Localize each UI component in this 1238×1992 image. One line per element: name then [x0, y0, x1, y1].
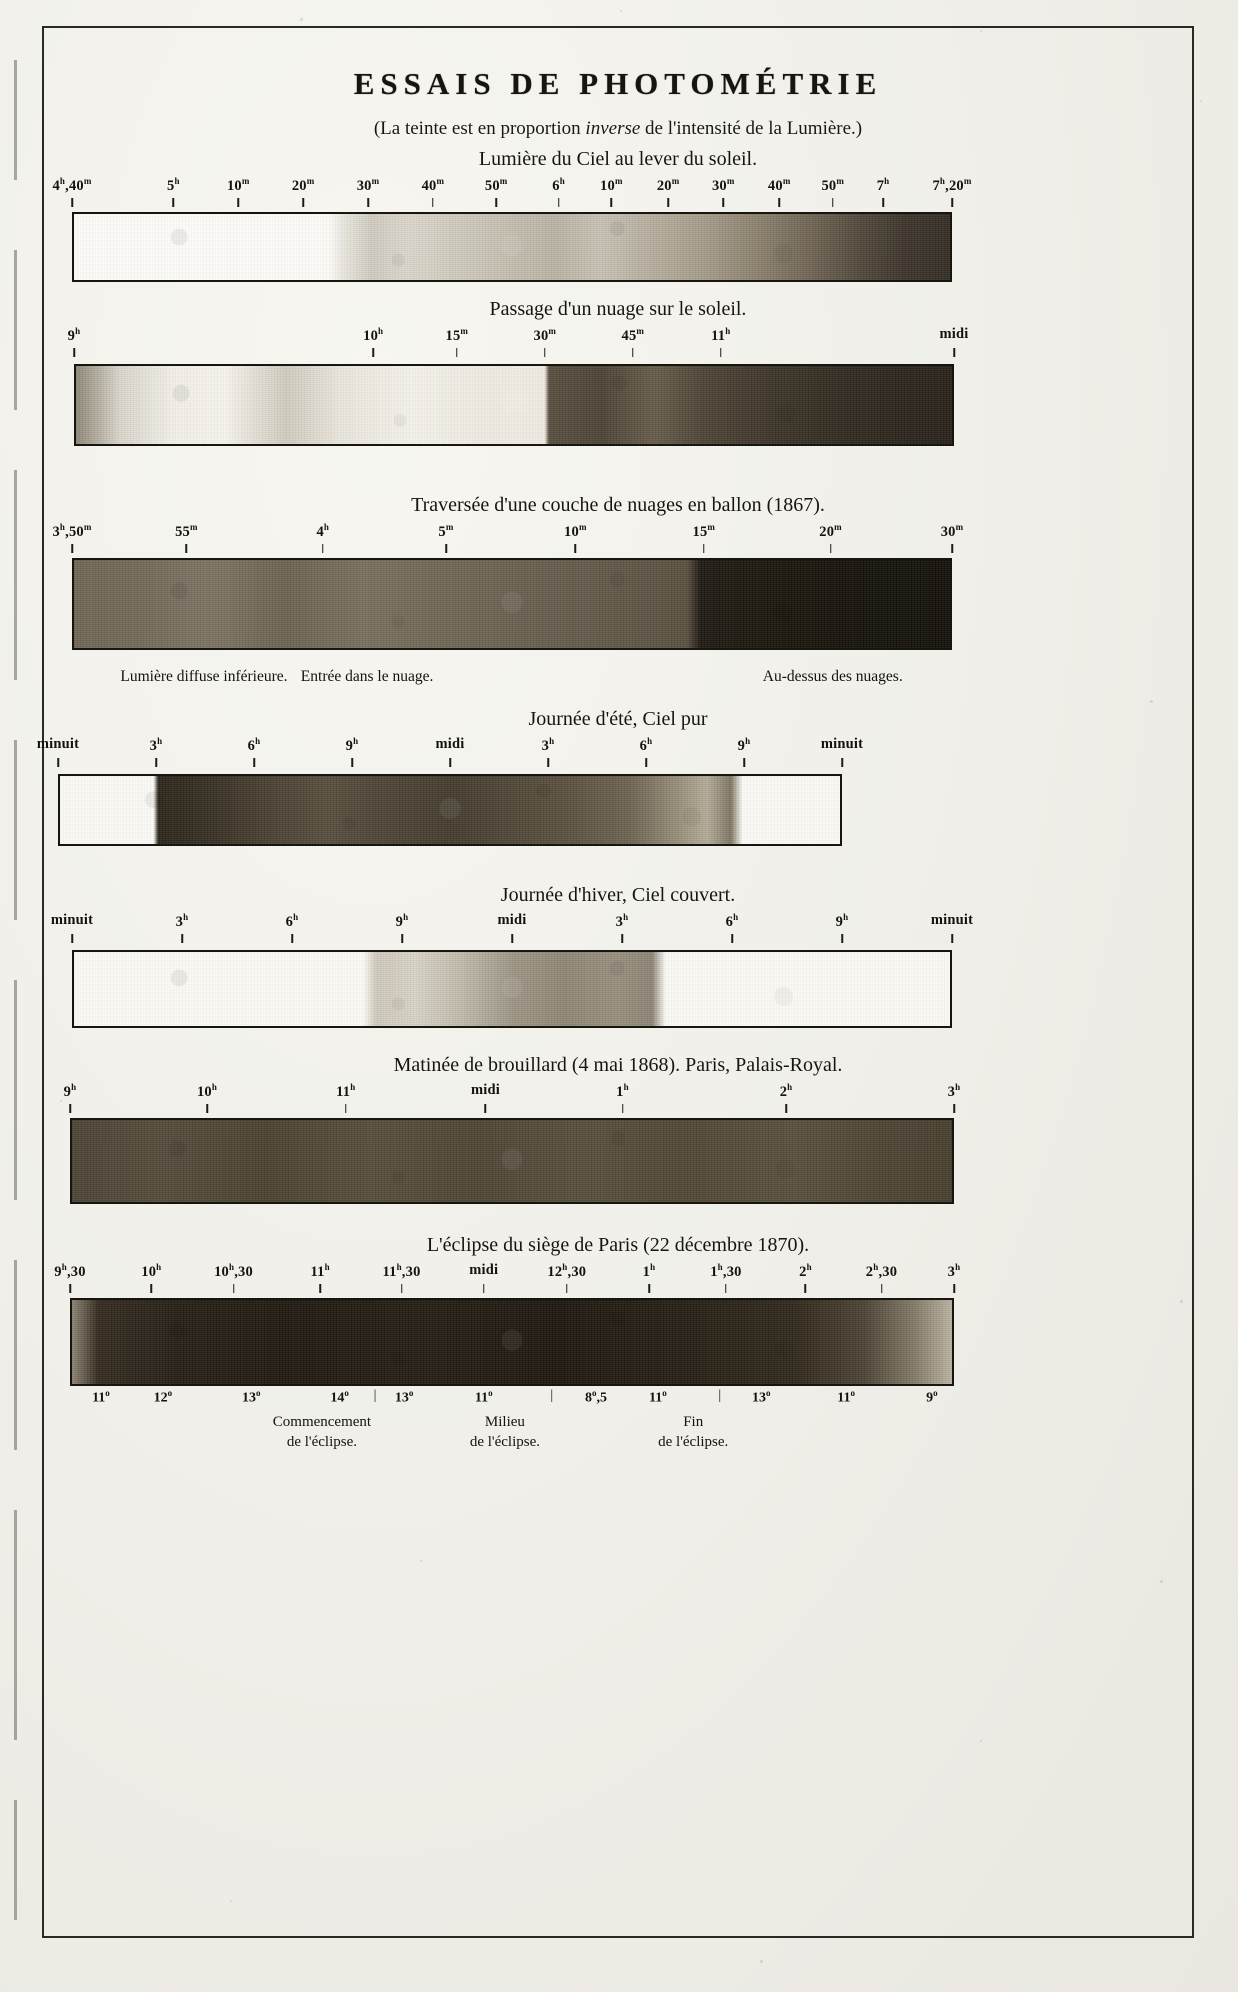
chart-title-2: Traversée d'une couche de nuages en ballon (1867).: [411, 494, 825, 516]
axis-tick-mark: [456, 348, 458, 357]
axis-tick-mark: [495, 198, 497, 207]
band-gradient: [70, 1298, 954, 1386]
axis-tick-label: 15$^m$: [445, 326, 469, 344]
axis-tick-mark: [882, 198, 884, 207]
band-mottle-texture: [60, 776, 840, 844]
axis-tick-mark: [951, 198, 953, 207]
axis-tick-label: 1$^h$: [616, 1082, 629, 1100]
axis-tick-label: 45$^m$: [621, 326, 645, 344]
axis-tick-mark: [401, 934, 403, 943]
axis-tick-label: minuit: [50, 912, 94, 928]
paper-speck: [1200, 100, 1202, 102]
axis-tick-mark: [953, 1104, 955, 1113]
axis-tick-mark: [805, 1284, 807, 1293]
axis-tick-mark: [71, 544, 73, 553]
axis-tick-mark: [723, 198, 725, 207]
axis-tick-label: 4$^h$,40$^m$: [52, 176, 92, 194]
axis-tick-mark: [881, 1284, 883, 1293]
band-grain-texture: [74, 952, 950, 1026]
band-grain-texture: [76, 366, 952, 444]
axis-tick-label: 30$^m$: [711, 176, 735, 194]
paper-speck: [300, 18, 303, 21]
axis-tick-label: 40$^m$: [421, 176, 445, 194]
axis-tick-mark: [206, 1104, 208, 1113]
axis-tick-label: 3$^h$: [615, 912, 629, 930]
axis-tick-label: 3$^h$: [149, 736, 163, 754]
photometric-band-1: [74, 364, 954, 446]
axis-tick-mark: [951, 934, 953, 943]
axis-tick-mark: [485, 1104, 487, 1113]
axis-tick-mark: [291, 934, 293, 943]
band-annotation: Au-dessus des nuages.: [762, 668, 903, 685]
axis-tick-mark: [743, 758, 745, 767]
axis-tick-mark: [841, 934, 843, 943]
paper-speck: [620, 10, 622, 12]
axis-tick-label: midi: [435, 736, 465, 752]
band-mottle-texture: [74, 214, 950, 280]
axis-tick-mark: [483, 1284, 485, 1293]
phase-line-1: Fin: [683, 1414, 704, 1430]
axis-tick-mark: [703, 544, 705, 553]
axis-tick-label: midi: [497, 912, 527, 928]
axis-tick-label: 2$^h$: [799, 1262, 812, 1280]
axis-tick-label: 6$^h$: [285, 912, 299, 930]
axis-tick-mark: [155, 758, 157, 767]
phase-divider-mark: |: [550, 1388, 554, 1403]
axis-tick-label: 30$^m$: [940, 522, 964, 540]
axis-tick-label: midi: [469, 1262, 499, 1278]
axis-tick-mark: [785, 1104, 787, 1113]
band-gradient: [58, 774, 842, 846]
axis-tick-label: 9$^h$,30: [54, 1262, 86, 1280]
subtitle-part-2: de l'intensité de la Lumière.): [640, 118, 863, 139]
band-mottle-texture: [74, 560, 950, 648]
chart-axis-3: [36, 736, 1194, 770]
chart-title-0: Lumière du Ciel au lever du soleil.: [478, 148, 758, 170]
chart-axis-5: [42, 1082, 1194, 1116]
temperature-label: 13$^o$: [241, 1388, 261, 1406]
axis-tick-mark: [57, 758, 59, 767]
band-gradient: [72, 950, 952, 1028]
axis-tick-label: 10$^h$,30: [214, 1262, 253, 1280]
axis-tick-label: 9$^h$: [63, 1082, 77, 1100]
band-gradient: [72, 212, 952, 282]
chart-title-4: Journée d'hiver, Ciel couvert.: [500, 884, 736, 906]
axis-tick-mark: [401, 1284, 403, 1293]
axis-tick-label: 1$^h$: [642, 1262, 656, 1280]
axis-tick-mark: [445, 544, 447, 553]
band-annotation: Lumière diffuse inférieure.: [120, 668, 288, 685]
photometric-band-2: [72, 558, 952, 650]
axis-tick-mark: [667, 198, 669, 207]
axis-tick-label: 7$^h$,20$^m$: [932, 176, 972, 194]
axis-tick-label: 3$^h$: [175, 912, 189, 930]
axis-tick-mark: [841, 758, 843, 767]
eclipse-phase-label: [658, 1412, 728, 1453]
page-title: ESSAIS DE PHOTOMÉTRIE: [353, 66, 883, 101]
axis-tick-label: 15$^m$: [692, 522, 716, 540]
axis-tick-mark: [951, 544, 953, 553]
axis-tick-label: 20$^m$: [291, 176, 315, 194]
phase-divider-mark: |: [718, 1388, 722, 1403]
axis-tick-mark: [449, 758, 451, 767]
axis-tick-label: 55$^m$: [175, 522, 198, 540]
axis-tick-label: 6$^h$: [639, 736, 653, 754]
axis-tick-mark: [173, 198, 175, 207]
axis-tick-mark: [622, 1104, 624, 1113]
axis-tick-mark: [73, 348, 75, 357]
band-annotation: Entrée dans le nuage.: [300, 668, 434, 685]
photometric-band-4: [72, 950, 952, 1028]
axis-tick-mark: [953, 1284, 955, 1293]
axis-tick-mark: [832, 198, 834, 207]
axis-tick-mark: [345, 1104, 347, 1113]
band-grain-texture: [60, 776, 840, 844]
axis-tick-mark: [319, 1284, 321, 1293]
phase-line-2: de l'éclipse.: [286, 1434, 358, 1451]
axis-tick-label: 2$^h$,30: [865, 1262, 898, 1280]
chart-axis-2: [42, 522, 1194, 556]
band-mottle-texture: [74, 952, 950, 1026]
phase-line-2: de l'éclipse.: [658, 1434, 729, 1451]
axis-tick-label: 11$^h$: [310, 1262, 330, 1280]
temperature-label: 13$^o$: [752, 1388, 771, 1406]
page-subtitle: [42, 118, 1194, 140]
axis-tick-mark: [511, 934, 513, 943]
axis-tick-mark: [621, 934, 623, 943]
axis-tick-label: 50$^m$: [484, 176, 508, 194]
phase-line-1: Commencement: [272, 1414, 372, 1430]
photometric-band-6: [70, 1298, 954, 1386]
axis-tick-mark: [69, 1104, 71, 1113]
axis-tick-mark: [648, 1284, 650, 1293]
band-grain-texture: [72, 1120, 952, 1202]
band-gradient: [72, 558, 952, 650]
axis-tick-mark: [731, 934, 733, 943]
eclipse-phase-label: [273, 1412, 371, 1453]
photometric-band-5: [70, 1118, 954, 1204]
phase-divider-mark: |: [373, 1388, 377, 1403]
axis-tick-label: 40$^m$: [767, 176, 791, 194]
axis-tick-label: 3$^h$: [947, 1082, 961, 1100]
axis-tick-label: minuit: [930, 912, 974, 928]
axis-tick-label: 6$^h$: [552, 176, 565, 194]
chart-axis-0: [42, 176, 1194, 210]
axis-tick-label: 10$^m$: [226, 176, 250, 194]
subtitle-part-1: (La teinte est en proportion: [373, 118, 586, 139]
axis-tick-label: 9$^h$: [345, 736, 359, 754]
axis-tick-label: 5$^h$: [167, 176, 180, 194]
axis-tick-label: 3$^h$: [947, 1262, 961, 1280]
axis-tick-mark: [238, 198, 240, 207]
axis-tick-label: 50$^m$: [821, 176, 845, 194]
axis-tick-label: 6$^h$: [247, 736, 261, 754]
temperature-label: 14$^o$: [330, 1388, 349, 1406]
axis-tick-label: 4$^h$: [316, 522, 330, 540]
axis-tick-mark: [575, 544, 577, 553]
axis-tick-mark: [611, 198, 613, 207]
axis-tick-mark: [544, 348, 546, 357]
chart-title-5: Matinée de brouillard (4 mai 1868). Paris, Palais-Royal.: [393, 1054, 843, 1076]
band-mottle-texture: [72, 1300, 952, 1384]
axis-tick-label: 10$^m$: [564, 522, 587, 540]
axis-tick-label: 11$^h$: [711, 326, 731, 344]
axis-tick-label: 10$^h$: [363, 326, 384, 344]
axis-tick-label: 11$^h$: [336, 1082, 356, 1100]
axis-tick-mark: [725, 1284, 727, 1293]
temperature-label: 11$^o$: [837, 1388, 856, 1406]
chart-title-1: Passage d'un nuage sur le soleil.: [489, 298, 747, 320]
paper-speck: [760, 1960, 763, 1963]
band-grain-texture: [74, 214, 950, 280]
axis-tick-mark: [372, 348, 374, 357]
axis-tick-mark: [632, 348, 634, 357]
subtitle-emphasis: inverse: [585, 118, 641, 139]
axis-tick-label: minuit: [820, 736, 864, 752]
axis-tick-label: 30$^m$: [533, 326, 557, 344]
chart-axis-4: [42, 912, 1194, 946]
axis-tick-mark: [547, 758, 549, 767]
phase-line-2: de l'éclipse.: [469, 1434, 541, 1451]
axis-tick-label: 9$^h$: [395, 912, 409, 930]
axis-tick-label: 9$^h$: [67, 326, 81, 344]
temperature-label: 11$^o$: [92, 1388, 110, 1406]
phase-line-1: Milieu: [484, 1414, 525, 1430]
axis-tick-mark: [953, 348, 955, 357]
axis-tick-label: 7$^h$: [876, 176, 890, 194]
axis-tick-label: minuit: [36, 736, 80, 752]
axis-tick-mark: [558, 198, 560, 207]
chart-axis-1: [42, 326, 1194, 360]
band-mottle-texture: [76, 366, 952, 444]
axis-tick-mark: [830, 544, 832, 553]
temperature-label: 9$^o$: [926, 1388, 938, 1406]
axis-tick-mark: [322, 544, 324, 553]
axis-tick-mark: [645, 758, 647, 767]
axis-tick-label: 30$^m$: [356, 176, 380, 194]
band-grain-texture: [74, 560, 950, 648]
axis-tick-mark: [253, 758, 255, 767]
temperature-label: 11$^o$: [474, 1388, 493, 1406]
axis-tick-label: midi: [939, 326, 969, 342]
temperature-label: 11$^o$: [648, 1388, 667, 1406]
axis-tick-label: midi: [470, 1082, 500, 1098]
band-gradient: [74, 364, 954, 446]
axis-tick-mark: [351, 758, 353, 767]
axis-tick-label: 11$^h$,30: [382, 1262, 421, 1280]
axis-tick-mark: [181, 934, 183, 943]
axis-tick-label: 3$^h$,50$^m$: [52, 522, 92, 540]
axis-tick-label: 20$^m$: [819, 522, 842, 540]
band-gradient: [70, 1118, 954, 1204]
chart-title-6: L'éclipse du siège de Paris (22 décembre 1870).: [426, 1234, 810, 1256]
temperature-label: 12$^o$: [153, 1388, 173, 1406]
axis-tick-label: 12$^h$,30: [547, 1262, 587, 1280]
axis-tick-label: 9$^h$: [835, 912, 849, 930]
chart-axis-6: [42, 1262, 1194, 1296]
axis-tick-label: 10$^m$: [600, 176, 623, 194]
temperature-label: 8$^o$,5: [584, 1388, 607, 1406]
axis-tick-label: 5$^m$: [438, 522, 454, 540]
axis-tick-mark: [69, 1284, 71, 1293]
axis-tick-mark: [720, 348, 722, 357]
axis-tick-mark: [778, 198, 780, 207]
axis-tick-label: 10$^h$: [196, 1082, 218, 1100]
axis-tick-mark: [233, 1284, 235, 1293]
eclipse-phase-label: [470, 1412, 540, 1453]
axis-tick-label: 6$^h$: [725, 912, 739, 930]
axis-tick-label: 20$^m$: [656, 176, 680, 194]
photometric-band-3: [58, 774, 842, 846]
temperature-label: 13$^o$: [394, 1388, 414, 1406]
axis-tick-mark: [71, 934, 73, 943]
axis-tick-label: 2$^h$: [779, 1082, 793, 1100]
photometric-band-0: [72, 212, 952, 282]
band-grain-texture: [72, 1300, 952, 1384]
chart-title-3: Journée d'été, Ciel pur: [528, 708, 708, 730]
axis-tick-label: 3$^h$: [541, 736, 555, 754]
axis-tick-mark: [566, 1284, 568, 1293]
page-edge-marks: [14, 0, 20, 1992]
axis-tick-label: 10$^h$: [141, 1262, 162, 1280]
axis-tick-mark: [302, 198, 304, 207]
axis-tick-label: 9$^h$: [737, 736, 751, 754]
axis-tick-label: 1$^h$,30: [710, 1262, 742, 1280]
axis-tick-mark: [186, 544, 188, 553]
axis-tick-mark: [151, 1284, 153, 1293]
axis-tick-mark: [432, 198, 434, 207]
band-mottle-texture: [72, 1120, 952, 1202]
plate-content: [36, 26, 1194, 1938]
axis-tick-mark: [367, 198, 369, 207]
axis-tick-mark: [71, 198, 73, 207]
